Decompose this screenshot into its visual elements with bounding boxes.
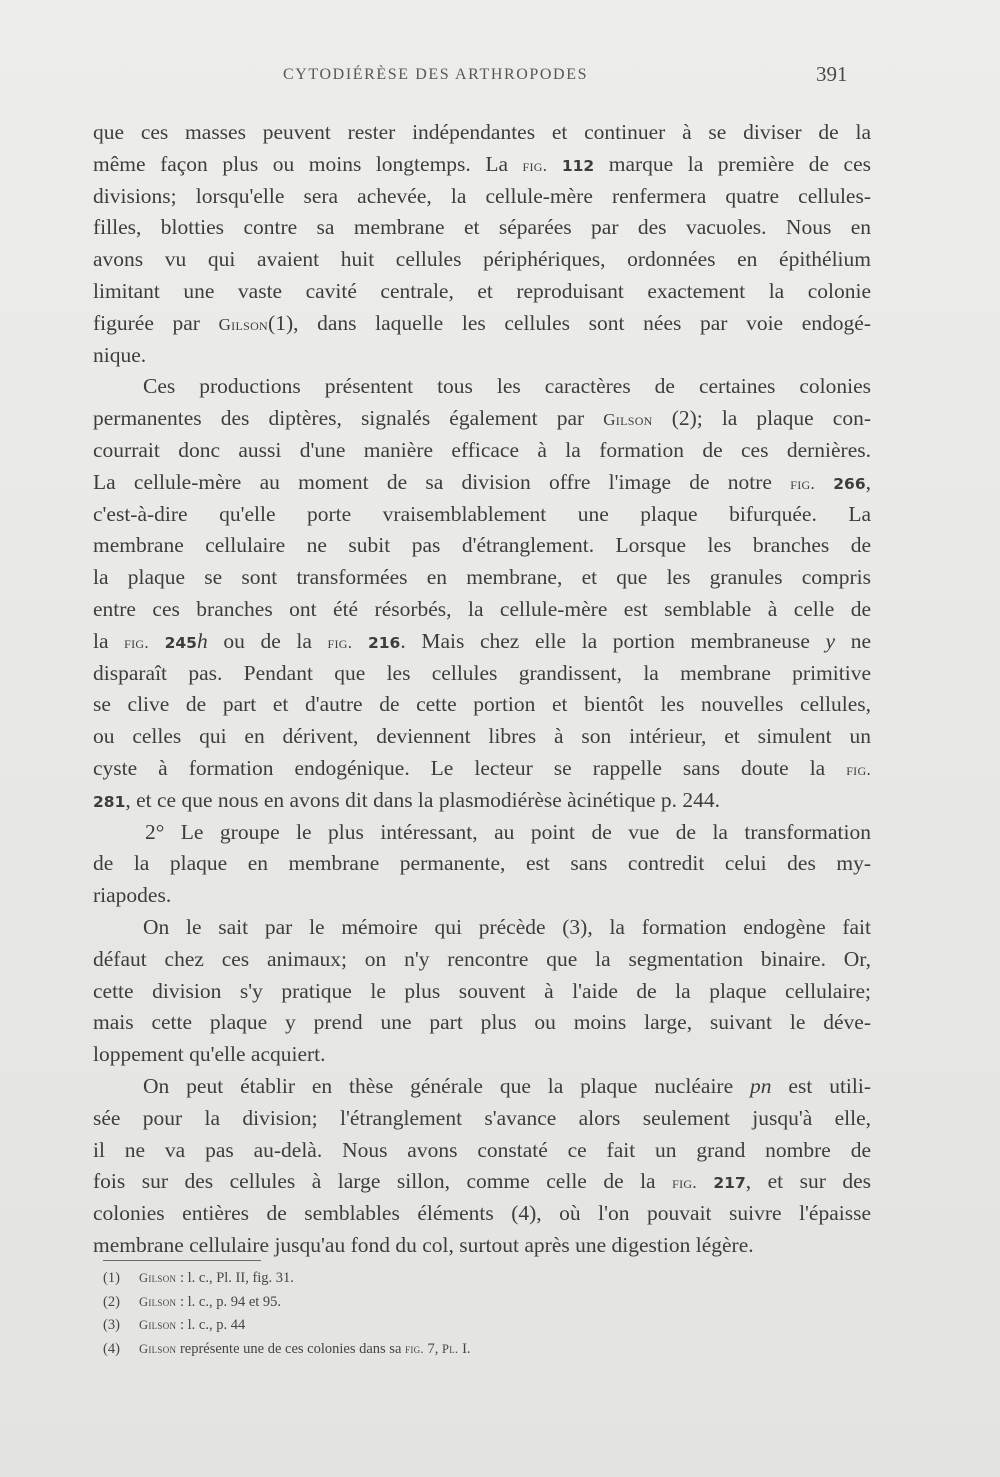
author-name: Gilson [218,314,269,334]
text-line: mais cette plaque y prend une part plus ou moins large, suivant le déve- [93,1010,871,1035]
figure-reference: fig. [405,1341,424,1356]
figure-number: 112 [561,156,595,175]
text-line: On le sait par le mémoire qui précède (3), la formation endogène fait [143,914,871,939]
figure-number: 266 [833,474,866,493]
text-line: courrait donc aussi d'une manière efficace à la formation de ces dernières. [93,437,871,462]
figure-reference: fig. [124,632,149,652]
text-line: limitant une vaste cavité centrale, et reproduisant exactement la colonie [93,278,871,303]
figure-reference: fig. [327,632,353,652]
text-line: la fig. 245h ou de la fig. 216. Mais chez elle la portion membraneuse y ne [93,628,872,653]
text-line: fois sur des cellules à large sillon, comme celle de la fig. 217, et sur des [93,1169,872,1194]
text-line: cette division s'y pratique le plus souvent à l'aide de la plaque cellulaire; [93,978,871,1003]
text-line: nique. [93,342,147,367]
page-header [0,62,1000,92]
footnote: (1) Gilson : l. c., Pl. II, fig. 31. [103,1270,294,1286]
text-line: divisions; lorsqu'elle sera achevée, la cellule-mère renfermera quatre cellules- [93,183,871,208]
text-line: loppement qu'elle acquiert. [93,1042,326,1067]
text-line: ou celles qui en dérivent, deviennent libres à son intérieur, et simulent un [93,724,871,749]
text-line: entre ces branches ont été résorbés, la cellule-mère est semblable à celle de [93,596,871,621]
figure-number: 217 [713,1174,746,1193]
text-line: Ces productions présentent tous les caractères de certaines colonies [143,374,871,399]
text-line: cyste à formation endogénique. Le lecteur se rappelle sans doute la fig. [93,755,871,780]
figure-reference: fig. [790,473,816,493]
footnotes [103,1267,803,1361]
author-name: Gilson [139,1294,177,1309]
footnote-divider [103,1260,261,1261]
text-line: figurée par Gilson(1), dans laquelle les cellules sont nées par voie endogé- [93,310,871,335]
figure-number: 245 [164,633,197,652]
running-title: CYTODIÉRÈSE DES ARTHROPODES [283,66,589,83]
text-line: riapodes. [93,883,172,908]
page-number: 391 [816,62,848,86]
text-line: On peut établir en thèse générale que la plaque nucléaire pn est utili- [143,1073,871,1098]
plate-reference: Pl. [441,1341,459,1356]
text-line: défaut chez ces animaux; on n'y rencontre que la segmentation binaire. Or, [93,946,871,971]
text-line: que ces masses peuvent rester indépendantes et continuer à se diviser de la [93,120,871,144]
text-line: sée pour la division; l'étranglement s'avance alors seulement jusqu'à elle, [93,1105,871,1130]
figure-reference: fig. [672,1173,697,1193]
author-name: Gilson [139,1341,177,1356]
text-line: 281, et ce que nous en avons dit dans la plasmodiérèse àcinétique p. 244. [93,787,721,812]
author-name: Gilson [603,410,653,430]
figure-reference: fig. [522,155,548,175]
text-line: la plaque se sont transformées en membrane, et que les granules compris [93,565,871,590]
text-line: 2° Le groupe le plus intéressant, au point de vue de la transformation [145,819,871,844]
text-line: filles, blotties contre sa membrane et séparées par des vacuoles. Nous en [93,215,871,240]
text-line: disparaît pas. Pendant que les cellules grandissent, la membrane primitive [93,660,871,685]
text-line: il ne va pas au-delà. Nous avons constaté ce fait un grand nombre de [93,1137,871,1162]
footnote: (2) Gilson : l. c., p. 94 et 95. [103,1293,282,1310]
figure-number: 216 [367,633,401,652]
figure-reference: fig. [846,759,871,779]
author-name: Gilson [139,1271,177,1285]
text-line: La cellule-mère au moment de sa division offre l'image de notre fig. 266, [93,469,871,494]
text-line: de la plaque en membrane permanente, est sans contredit celui des my- [93,851,871,876]
text-line: c'est-à-dire qu'elle porte vraisemblablement une plaque bifurquée. La [93,501,871,526]
footnote: (3) Gilson : l. c., p. 44 [103,1317,246,1333]
text-line: même façon plus ou moins longtemps. La fig. 112 marque la première de ces [93,151,871,176]
text-line: permanentes des diptères, signalés également par Gilson (2); la plaque con- [93,406,871,431]
main-text [93,117,871,1262]
text-line: colonies entières de semblables éléments (4), où l'on pouvait suivre l'épaisse [93,1201,871,1226]
text-line: avons vu qui avaient huit cellules périphériques, ordonnées en épithélium [93,247,871,272]
author-name: Gilson [139,1318,177,1332]
figure-number: 281 [93,792,126,811]
footnote: (4) Gilson représente une de ces colonies dans sa fig. 7, Pl. I. [103,1340,471,1357]
text-line: se clive de part et d'autre de cette portion et bientôt les nouvelles cellules, [93,692,871,717]
text-line: membrane cellulaire ne subit pas d'étranglement. Lorsque les branches de [93,533,871,558]
text-line: membrane cellulaire jusqu'au fond du col, surtout après une digestion légère. [93,1232,754,1257]
